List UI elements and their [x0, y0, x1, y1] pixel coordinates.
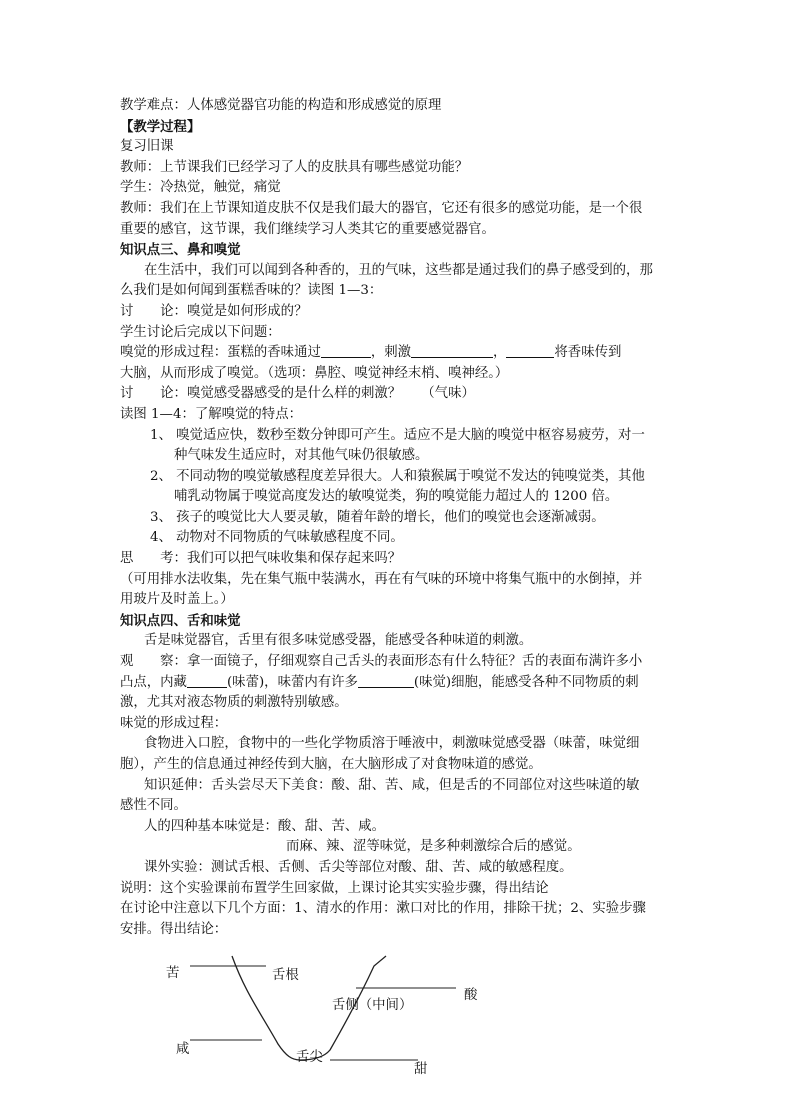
text-line	[120, 199, 672, 220]
label-tian: 甜	[414, 1062, 428, 1077]
line-text: 【教学过程】	[120, 118, 201, 135]
line-text: 复习旧课	[120, 139, 174, 155]
text-line	[120, 858, 672, 879]
line-text: 人的四种基本味觉是：酸、甜、苦、咸。	[144, 818, 386, 834]
line-text: 2、 不同动物的嗅觉敏感程度差异很大。人和猿猴属于嗅觉不发达的钝嗅觉类，其他	[150, 468, 645, 484]
text-line	[120, 899, 672, 920]
text-line	[120, 302, 672, 323]
label-sheceng: 舌侧（中间）	[332, 998, 413, 1013]
text-line	[120, 343, 672, 364]
text-line	[120, 405, 672, 426]
line-text: ，刺激	[370, 345, 412, 361]
line-text: 食物进入口腔，食物中的一些化学物质溶于唾液中，刺激味觉感受器（味蕾，味觉细	[144, 736, 640, 752]
line-text: 在生活中，我们可以闻到各种香的，丑的气味，这些都是通过我们的鼻子感受到的，那	[144, 262, 653, 278]
line-text: 4、 动物对不同物质的气味敏感程度不同。	[150, 530, 404, 546]
text-line	[120, 920, 672, 941]
text-line	[120, 384, 672, 405]
text-line	[120, 137, 672, 158]
text-line	[120, 611, 672, 632]
line-text: 哺乳动物属于嗅觉高度发达的敏嗅觉类，狗的嗅觉能力超过人的 1200 倍。	[174, 489, 619, 505]
label-shegen: 舌根	[272, 968, 299, 983]
line-text: 舌是味觉器官，舌里有很多味觉感受器，能感受各种味道的刺激。	[144, 633, 533, 649]
text-line	[120, 467, 672, 488]
line-text: (味觉)细胞，能感受各种不同物质的刺	[413, 674, 639, 690]
text-line	[120, 817, 672, 838]
line-text: 1、 嗅觉适应快，数秒至数分钟即可产生。适应不是大脑的嗅觉中枢容易疲劳，对一	[150, 427, 645, 443]
text-line	[120, 528, 672, 549]
line-text: 观 察：拿一面镜子，仔细观察自己舌头的表面形态有什么特征？舌的表面布满许多小	[120, 654, 643, 670]
line-text: 大脑，从而形成了嗅觉。（选项：鼻腔、嗅觉神经末梢、嗅神经。）	[120, 365, 509, 381]
label-shejian: 舌尖	[296, 1050, 323, 1065]
line-text: 将香味传到	[554, 345, 622, 361]
line-text: 胞），产生的信息通过神经传到大脑，在大脑形成了对食物味道的感觉。	[120, 757, 542, 772]
text-line	[120, 590, 672, 611]
line-text: 味觉的形成过程：	[120, 715, 228, 731]
line-text: 嗅觉的形成过程：蛋糕的香味通过	[120, 345, 321, 361]
text-line	[120, 879, 672, 900]
text-line	[120, 446, 672, 467]
text-line	[120, 96, 672, 117]
tongue-outline-svg	[150, 952, 510, 1077]
text-line	[120, 714, 672, 735]
line-text: 知识延伸：舌头尝尽天下美食：酸、甜、苦、咸，但是舌的不同部位对这些味道的敏	[144, 777, 640, 793]
fill-blank[interactable]	[358, 673, 414, 688]
document-body	[120, 96, 672, 940]
line-text: 讨 论：嗅觉是如何形成的？	[120, 303, 308, 319]
line-text: 在讨论中注意以下几个方面：1、清水的作用：漱口对比的作用，排除干扰；2、实验步骤	[120, 901, 646, 917]
label-ku: 苦	[166, 966, 180, 981]
line-text: 凸点，内藏	[120, 674, 187, 690]
tongue-taste-diagram	[150, 952, 510, 1077]
label-suan: 酸	[464, 988, 478, 1003]
line-text: 3、 孩子的嗅觉比大人要灵敏，随着年龄的增长，他们的嗅觉也会逐渐减弱。	[150, 509, 605, 525]
fill-blank[interactable]	[187, 673, 227, 688]
text-line	[120, 220, 672, 241]
text-line	[120, 837, 672, 858]
line-text: 学生讨论后完成以下问题：	[120, 324, 281, 340]
line-text: 说明：这个实验课前布置学生回家做，上课讨论其实实验步骤，得出结论	[120, 880, 549, 896]
text-line	[120, 570, 672, 591]
line-text: 知识点四、舌和味觉	[120, 612, 241, 629]
text-line	[120, 631, 672, 652]
label-xian: 咸	[176, 1042, 190, 1057]
fill-blank[interactable]	[321, 343, 371, 358]
text-line	[120, 117, 672, 138]
fill-blank[interactable]	[506, 343, 554, 358]
line-text: 讨 论：嗅觉感受器感受的是什么样的刺激？ （气味）	[120, 386, 475, 402]
line-text: 感性不同。	[120, 798, 187, 814]
line-text: 读图 1—4：了解嗅觉的特点：	[120, 406, 302, 422]
line-text: 课外实验：测试舌根、舌侧、舌尖等部位对酸、甜、苦、咸的敏感程度。	[144, 859, 573, 875]
line-text: 激，尤其对液态物质的刺激特别敏感。	[120, 695, 348, 711]
line-text: 教师：我们在上节课知道皮肤不仅是我们最大的器官，它还有很多的感觉功能，是一个很	[120, 200, 643, 216]
text-line	[120, 158, 672, 179]
text-line	[120, 693, 672, 714]
line-text: 知识点三、鼻和嗅觉	[120, 242, 241, 259]
text-line	[120, 281, 672, 302]
text-line	[120, 673, 672, 694]
text-line	[120, 261, 672, 282]
line-text: 用玻片及时盖上。）	[120, 592, 234, 608]
line-text: 而麻、辣、涩等味觉，是多种刺激综合后的感觉。	[286, 839, 581, 855]
line-text: 安排。得出结论：	[120, 921, 228, 937]
line-text: 教学难点：人体感觉器官功能的构造和形成感觉的原理	[120, 98, 442, 113]
line-text: 教师：上节课我们已经学习了人的皮肤具有哪些感觉功能？	[120, 159, 469, 175]
text-line	[120, 755, 672, 776]
text-line	[120, 426, 672, 447]
line-text: （可用排水法收集，先在集气瓶中装满水，再在有气味的环境中将集气瓶中的水倒掉，并	[120, 571, 643, 587]
line-text: (味蕾)，味蕾内有许多	[226, 674, 358, 690]
text-line	[120, 240, 672, 261]
text-line	[120, 796, 672, 817]
text-line	[120, 508, 672, 529]
line-text: ，	[493, 345, 507, 361]
text-line	[120, 364, 672, 385]
text-line	[120, 178, 672, 199]
text-line	[120, 734, 672, 755]
line-text: 种气味发生适应时，对其他气味仍很敏感。	[174, 448, 429, 464]
text-line	[120, 549, 672, 570]
text-line	[120, 776, 672, 797]
line-text: 重要的感官，这节课，我们继续学习人类其它的重要感觉器官。	[120, 221, 495, 237]
text-line	[120, 652, 672, 673]
line-text: 思 考：我们可以把气味收集和保存起来吗？	[120, 551, 402, 567]
fill-blank[interactable]	[411, 343, 493, 358]
text-line	[120, 323, 672, 344]
text-line	[120, 487, 672, 508]
line-text: 学生：冷热觉，触觉，痛觉	[120, 180, 281, 196]
line-text: 么我们是如何闻到蛋糕香味的？读图 1—3：	[120, 283, 383, 299]
